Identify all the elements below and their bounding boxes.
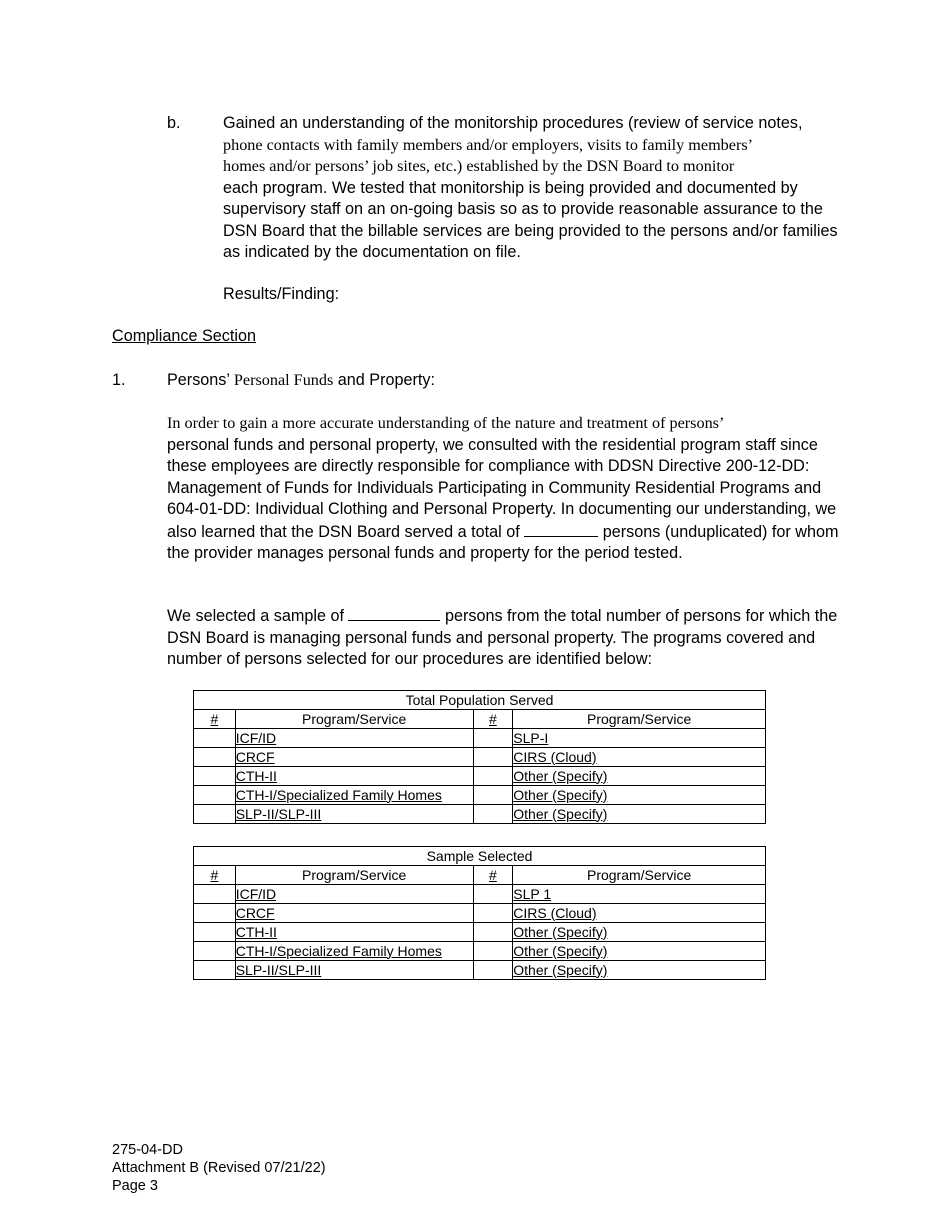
population-program-right: Other (Specify) — [513, 767, 766, 786]
sample-count-cell[interactable] — [473, 961, 513, 980]
table-row — [194, 786, 766, 805]
table-row — [194, 942, 766, 961]
sample-program-left: SLP-II/SLP-III — [235, 961, 473, 980]
population-count-cell[interactable] — [473, 767, 513, 786]
sample-col-num-2: # — [473, 866, 513, 885]
population-count-cell[interactable] — [194, 767, 236, 786]
population-count-cell[interactable] — [473, 729, 513, 748]
item-1-para2-a: We selected a sample of — [167, 607, 344, 625]
item-1-para1-b: persons (unduplicated) for whom the provider manages personal funds and property for the period tested. — [167, 522, 839, 562]
item-1-para1-lead: In order to gain a more accurate understanding of the nature and treatment of persons’ — [167, 414, 725, 432]
population-count-cell[interactable] — [473, 748, 513, 767]
sample-count-cell[interactable] — [473, 923, 513, 942]
sample-col-num-1: # — [194, 866, 236, 885]
page-footer — [112, 1141, 326, 1195]
sample-program-right: SLP 1 — [513, 885, 766, 904]
item-b-marker: b. — [167, 114, 181, 132]
item-1-para1-a: personal funds and personal property, we consulted with the residential program staff since these employees are directly responsible for compliance with DDSN Directive 200-12-DD: Management of Funds for Individuals Participating in Community Residential Programs and 604-01-DD: Individual Clothing and Personal Property. In documenting our understanding, we also learned that the DSN Board served a total of — [167, 435, 837, 541]
sample-program-left: CTH-I/Specialized Family Homes — [235, 942, 473, 961]
item-b-line-1: Gained an understanding of the monitorship procedures (review of service notes, — [223, 114, 803, 132]
table-row — [194, 729, 766, 748]
footer-attachment: Attachment B (Revised 07/21/22) — [112, 1160, 326, 1176]
table-row — [194, 805, 766, 824]
population-program-left: CTH-II — [235, 767, 473, 786]
item-b-rest: each program. We tested that monitorship is being provided and documented by supervisory staff on an on-going basis so as to provide reasonable assurance to the DSN Board that the billable services are being provided to the persons and/or families as indicated by the documentation on file. — [223, 178, 838, 261]
item-1-paragraph-1 — [167, 413, 839, 565]
population-count-cell[interactable] — [194, 805, 236, 824]
item-b-line-2: phone contacts with family members and/or employers, visits to family members’ — [223, 135, 754, 154]
item-1-para2-b: persons from the total number of persons for which the DSN Board is managing personal funds and personal property. The programs covered and number of persons selected for our procedures are identified below: — [167, 607, 838, 668]
population-program-left: CTH-I/Specialized Family Homes — [235, 786, 473, 805]
population-count-cell[interactable] — [194, 729, 236, 748]
table-row — [194, 961, 766, 980]
sample-table — [193, 846, 766, 980]
population-program-left: SLP-II/SLP-III — [235, 805, 473, 824]
sample-count-cell[interactable] — [194, 942, 236, 961]
population-program-right: Other (Specify) — [513, 805, 766, 824]
population-count-cell[interactable] — [473, 786, 513, 805]
item-1-title — [167, 370, 435, 392]
population-program-left: ICF/ID — [235, 729, 473, 748]
population-table — [193, 690, 766, 824]
sample-program-right: CIRS (Cloud) — [513, 904, 766, 923]
population-program-right: Other (Specify) — [513, 786, 766, 805]
results-finding-label: Results/Finding: — [223, 285, 340, 303]
sample-count-cell[interactable] — [194, 961, 236, 980]
item-b-line-3: homes and/or persons’ job sites, etc.) established by the DSN Board to monitor — [223, 157, 735, 175]
sample-count-cell[interactable] — [473, 942, 513, 961]
sample-program-left: CTH-II — [235, 923, 473, 942]
item-1-title-a: Persons’ — [167, 371, 230, 389]
table-row — [194, 885, 766, 904]
population-table-title: Total Population Served — [194, 691, 766, 710]
total-served-blank[interactable] — [524, 521, 598, 537]
item-b-paragraph — [223, 113, 853, 264]
population-col-num-2: # — [473, 710, 513, 729]
sample-count-cell[interactable] — [473, 885, 513, 904]
item-1-title-b: Personal Funds — [233, 371, 334, 389]
sample-program-left: CRCF — [235, 904, 473, 923]
table-row — [194, 748, 766, 767]
item-1-title-c: and Property: — [337, 371, 435, 389]
sample-col-prog-2: Program/Service — [513, 866, 766, 885]
footer-directive-number: 275-04-DD — [112, 1142, 183, 1158]
sample-program-right: Other (Specify) — [513, 961, 766, 980]
item-1-marker: 1. — [112, 371, 126, 389]
population-col-prog-1: Program/Service — [235, 710, 473, 729]
population-count-cell[interactable] — [194, 786, 236, 805]
footer-page-number: Page 3 — [112, 1178, 158, 1194]
population-count-cell[interactable] — [194, 748, 236, 767]
population-count-cell[interactable] — [473, 805, 513, 824]
table-row — [194, 904, 766, 923]
population-program-left: CRCF — [235, 748, 473, 767]
sample-size-blank[interactable] — [348, 605, 440, 621]
item-1-paragraph-2 — [167, 605, 847, 671]
sample-program-right: Other (Specify) — [513, 923, 766, 942]
table-row — [194, 767, 766, 786]
sample-program-right: Other (Specify) — [513, 942, 766, 961]
sample-count-cell[interactable] — [194, 904, 236, 923]
population-col-num-1: # — [194, 710, 236, 729]
compliance-section-heading: Compliance Section — [112, 327, 256, 345]
population-program-right: CIRS (Cloud) — [513, 748, 766, 767]
sample-count-cell[interactable] — [473, 904, 513, 923]
sample-program-left: ICF/ID — [235, 885, 473, 904]
sample-count-cell[interactable] — [194, 923, 236, 942]
sample-count-cell[interactable] — [194, 885, 236, 904]
sample-col-prog-1: Program/Service — [235, 866, 473, 885]
table-row — [194, 923, 766, 942]
population-col-prog-2: Program/Service — [513, 710, 766, 729]
population-program-right: SLP-I — [513, 729, 766, 748]
sample-table-title: Sample Selected — [194, 847, 766, 866]
